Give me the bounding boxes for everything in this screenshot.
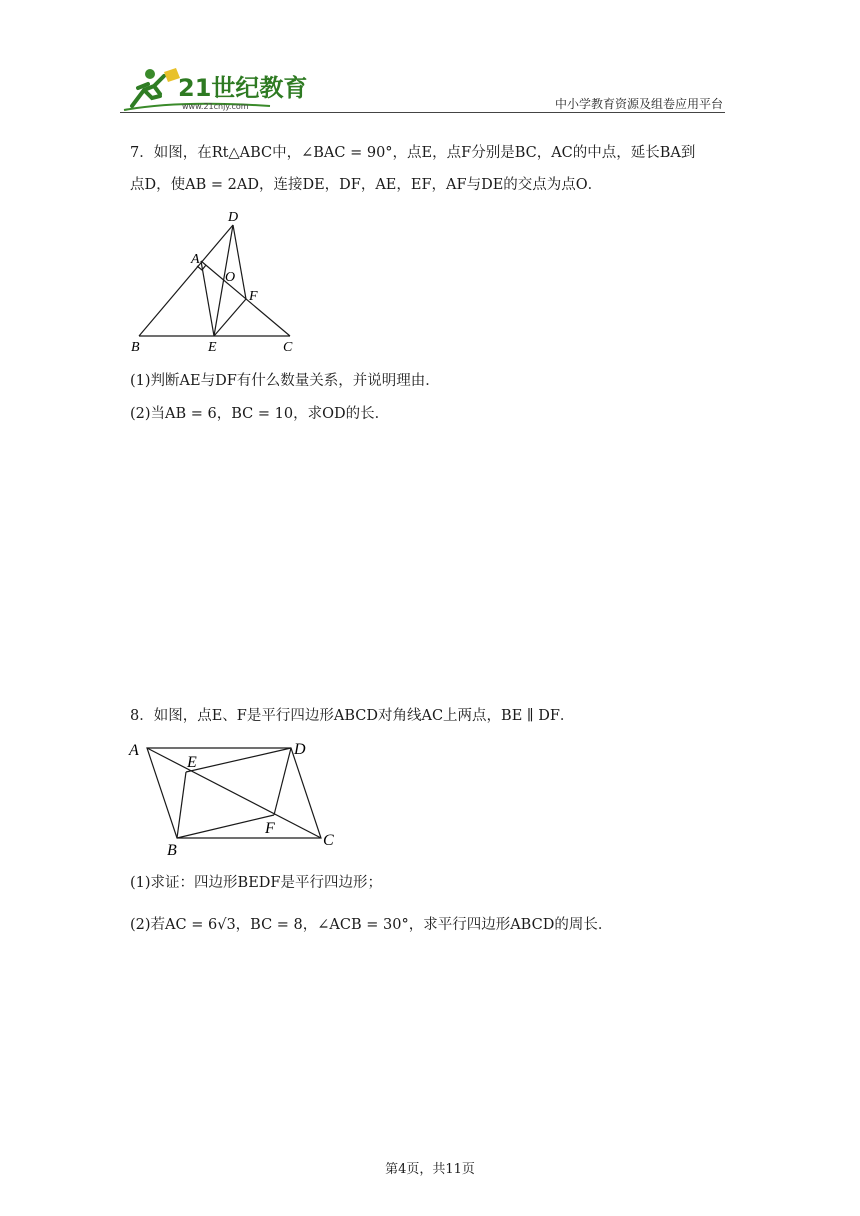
- question-7-line-2: 点D，使AB = 2AD，连接DE，DF，AE，EF，AF与DE的交点为点O．: [130, 177, 603, 193]
- label-B: B: [167, 842, 177, 859]
- svg-text:21世纪教育: 21世纪教育: [178, 74, 308, 102]
- logo-21cnjy: [120, 66, 308, 112]
- label-C: C: [283, 340, 293, 355]
- question-7-part-2: (2)当AB = 6，BC = 10，求OD的长．: [130, 406, 390, 422]
- figure-q7-triangle: [125, 205, 305, 357]
- label-E: E: [208, 340, 217, 355]
- label-B: B: [131, 340, 140, 355]
- page-header: [120, 62, 725, 114]
- label-A: A: [191, 252, 200, 267]
- label-O: O: [225, 270, 236, 285]
- question-8-part-2: (2)若AC = 6√3，BC = 8，∠ACB = 30°，求平行四边形ABCD的周长．: [130, 917, 613, 933]
- figure-q8-parallelogram: [125, 735, 345, 860]
- question-7-line-1: 7．如图，在Rt△ABC中，∠BAC = 90°，点E，点F分别是BC，AC的中点，延长BA到: [130, 145, 696, 161]
- label-F: F: [265, 820, 275, 837]
- label-C: C: [323, 832, 334, 849]
- label-A: A: [129, 742, 139, 759]
- header-divider: [120, 112, 725, 113]
- svg-text:www.21cnjy.com: www.21cnjy.com: [182, 102, 249, 111]
- page-number: 第4页，共11页: [385, 1162, 475, 1177]
- question-8-part-1: (1)求证：四边形BEDF是平行四边形；: [130, 875, 382, 891]
- question-7-part-1: (1)判断AE与DF有什么数量关系，并说明理由．: [130, 373, 440, 389]
- header-slogan: 中小学教育资源及组卷应用平台: [554, 97, 723, 111]
- question-8: [130, 700, 730, 732]
- label-F: F: [249, 289, 258, 304]
- question-8-line-1: 8．如图，点E、F是平行四边形ABCD对角线AC上两点，BE ∥ DF．: [130, 708, 575, 724]
- label-D: D: [294, 741, 306, 758]
- label-E: E: [187, 754, 197, 771]
- question-7: [130, 137, 730, 201]
- label-D: D: [228, 210, 239, 225]
